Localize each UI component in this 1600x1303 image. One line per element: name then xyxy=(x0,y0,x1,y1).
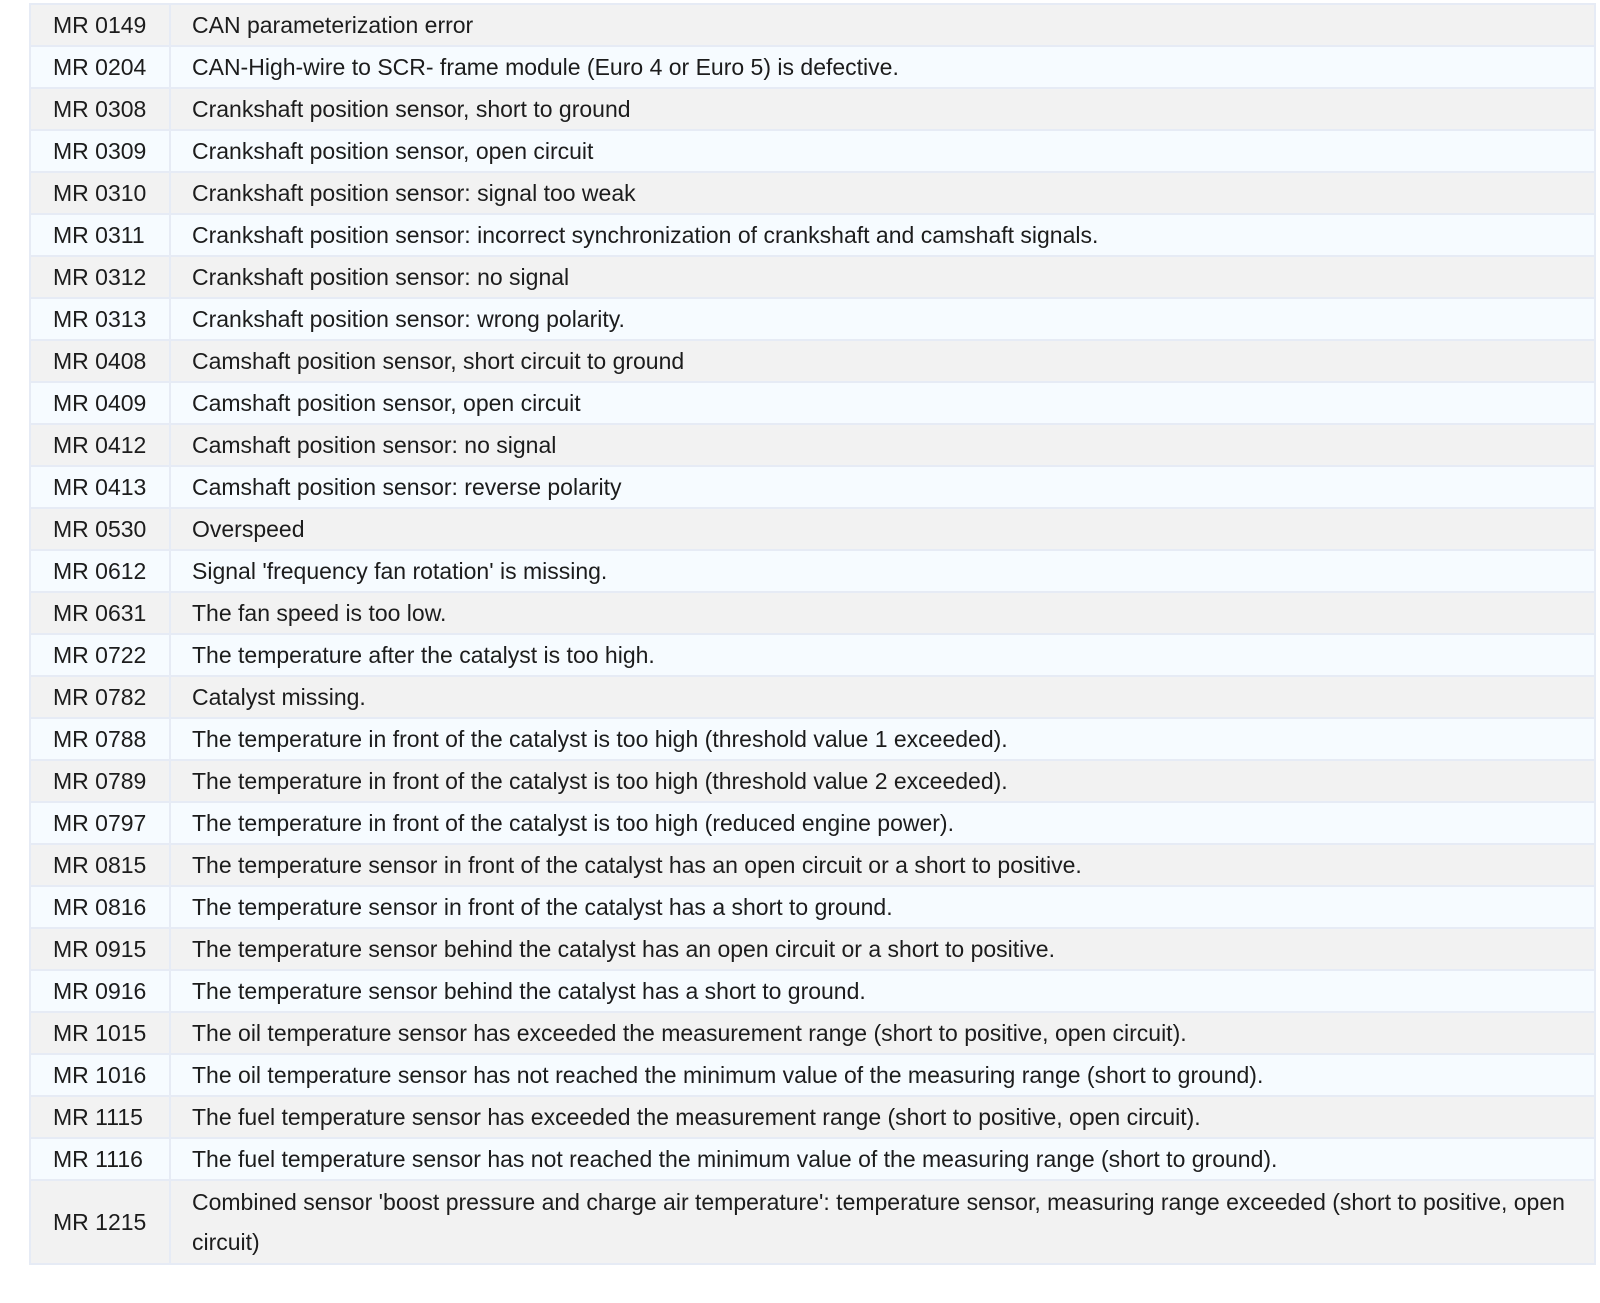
fault-code-cell: MR 0313 xyxy=(30,298,170,340)
table-row xyxy=(30,172,1595,214)
table-row xyxy=(30,298,1595,340)
fault-description-cell: Camshaft position sensor, open circuit xyxy=(170,382,1595,424)
table-row xyxy=(30,550,1595,592)
fault-code-cell: MR 1015 xyxy=(30,1012,170,1054)
table-row xyxy=(30,676,1595,718)
table-row xyxy=(30,382,1595,424)
fault-code-cell: MR 1115 xyxy=(30,1096,170,1138)
table-row xyxy=(30,1012,1595,1054)
fault-code-cell: MR 0311 xyxy=(30,214,170,256)
fault-code-table-body xyxy=(30,4,1595,1264)
fault-description-cell: The fan speed is too low. xyxy=(170,592,1595,634)
fault-code-cell: MR 1116 xyxy=(30,1138,170,1180)
fault-description-cell: The temperature in front of the catalyst is too high (reduced engine power). xyxy=(170,802,1595,844)
fault-code-cell: MR 0797 xyxy=(30,802,170,844)
fault-code-cell: MR 1215 xyxy=(30,1180,170,1264)
table-row xyxy=(30,592,1595,634)
table-row xyxy=(30,508,1595,550)
fault-code-cell: MR 0789 xyxy=(30,760,170,802)
table-row xyxy=(30,844,1595,886)
fault-code-cell: MR 0916 xyxy=(30,970,170,1012)
fault-code-cell: MR 0408 xyxy=(30,340,170,382)
table-row xyxy=(30,466,1595,508)
fault-code-cell: MR 0530 xyxy=(30,508,170,550)
fault-code-cell: MR 0310 xyxy=(30,172,170,214)
fault-description-cell: The oil temperature sensor has exceeded the measurement range (short to positive, open circuit). xyxy=(170,1012,1595,1054)
fault-code-cell: MR 0413 xyxy=(30,466,170,508)
table-row xyxy=(30,88,1595,130)
table-row xyxy=(30,928,1595,970)
fault-description-cell: The fuel temperature sensor has not reached the minimum value of the measuring range (short to ground). xyxy=(170,1138,1595,1180)
fault-code-table-container xyxy=(29,3,1596,1265)
fault-description-cell: The temperature in front of the catalyst is too high (threshold value 2 exceeded). xyxy=(170,760,1595,802)
fault-description-cell: Camshaft position sensor, short circuit to ground xyxy=(170,340,1595,382)
fault-description-cell: CAN-High-wire to SCR- frame module (Euro 4 or Euro 5) is defective. xyxy=(170,46,1595,88)
fault-code-cell: MR 0149 xyxy=(30,4,170,46)
fault-code-table xyxy=(29,3,1596,1265)
fault-code-cell: MR 0204 xyxy=(30,46,170,88)
fault-code-cell: MR 0631 xyxy=(30,592,170,634)
fault-code-cell: MR 0915 xyxy=(30,928,170,970)
table-row xyxy=(30,634,1595,676)
fault-code-cell: MR 0612 xyxy=(30,550,170,592)
table-row xyxy=(30,424,1595,466)
fault-description-cell: Camshaft position sensor: no signal xyxy=(170,424,1595,466)
fault-code-cell: MR 0816 xyxy=(30,886,170,928)
fault-description-cell: Crankshaft position sensor: no signal xyxy=(170,256,1595,298)
table-row xyxy=(30,802,1595,844)
fault-description-cell: Overspeed xyxy=(170,508,1595,550)
fault-description-cell: The oil temperature sensor has not reached the minimum value of the measuring range (short to ground). xyxy=(170,1054,1595,1096)
fault-description-cell: Signal 'frequency fan rotation' is missing. xyxy=(170,550,1595,592)
fault-description-cell: The temperature in front of the catalyst is too high (threshold value 1 exceeded). xyxy=(170,718,1595,760)
table-row xyxy=(30,214,1595,256)
table-row xyxy=(30,256,1595,298)
fault-description-cell: Crankshaft position sensor, open circuit xyxy=(170,130,1595,172)
fault-description-cell: Camshaft position sensor: reverse polarity xyxy=(170,466,1595,508)
table-row xyxy=(30,760,1595,802)
table-row xyxy=(30,130,1595,172)
table-row xyxy=(30,718,1595,760)
fault-description-cell: The temperature after the catalyst is too high. xyxy=(170,634,1595,676)
fault-description-cell: Crankshaft position sensor: wrong polarity. xyxy=(170,298,1595,340)
fault-description-cell: Crankshaft position sensor: signal too weak xyxy=(170,172,1595,214)
fault-code-cell: MR 0815 xyxy=(30,844,170,886)
fault-description-cell: CAN parameterization error xyxy=(170,4,1595,46)
fault-description-cell: Crankshaft position sensor: incorrect synchronization of crankshaft and camshaft signals. xyxy=(170,214,1595,256)
table-row xyxy=(30,340,1595,382)
fault-description-cell: The temperature sensor in front of the catalyst has an open circuit or a short to positive. xyxy=(170,844,1595,886)
fault-code-cell: MR 0309 xyxy=(30,130,170,172)
fault-description-cell: The temperature sensor in front of the catalyst has a short to ground. xyxy=(170,886,1595,928)
fault-code-cell: MR 0409 xyxy=(30,382,170,424)
fault-code-cell: MR 0722 xyxy=(30,634,170,676)
fault-description-cell: The temperature sensor behind the catalyst has a short to ground. xyxy=(170,970,1595,1012)
fault-code-cell: MR 0788 xyxy=(30,718,170,760)
table-row xyxy=(30,46,1595,88)
table-row xyxy=(30,4,1595,46)
fault-description-cell: Catalyst missing. xyxy=(170,676,1595,718)
fault-code-cell: MR 0782 xyxy=(30,676,170,718)
table-row xyxy=(30,1180,1595,1264)
table-row xyxy=(30,886,1595,928)
fault-description-cell: The fuel temperature sensor has exceeded the measurement range (short to positive, open circuit). xyxy=(170,1096,1595,1138)
fault-code-cell: MR 1016 xyxy=(30,1054,170,1096)
fault-description-cell: The temperature sensor behind the catalyst has an open circuit or a short to positive. xyxy=(170,928,1595,970)
fault-description-cell: Crankshaft position sensor, short to ground xyxy=(170,88,1595,130)
table-row xyxy=(30,970,1595,1012)
fault-code-cell: MR 0308 xyxy=(30,88,170,130)
table-row xyxy=(30,1138,1595,1180)
fault-description-cell: Combined sensor 'boost pressure and charge air temperature': temperature sensor, measuring range exceeded (short to positive, open circuit) xyxy=(170,1180,1595,1264)
fault-code-cell: MR 0312 xyxy=(30,256,170,298)
fault-code-cell: MR 0412 xyxy=(30,424,170,466)
table-row xyxy=(30,1096,1595,1138)
table-row xyxy=(30,1054,1595,1096)
